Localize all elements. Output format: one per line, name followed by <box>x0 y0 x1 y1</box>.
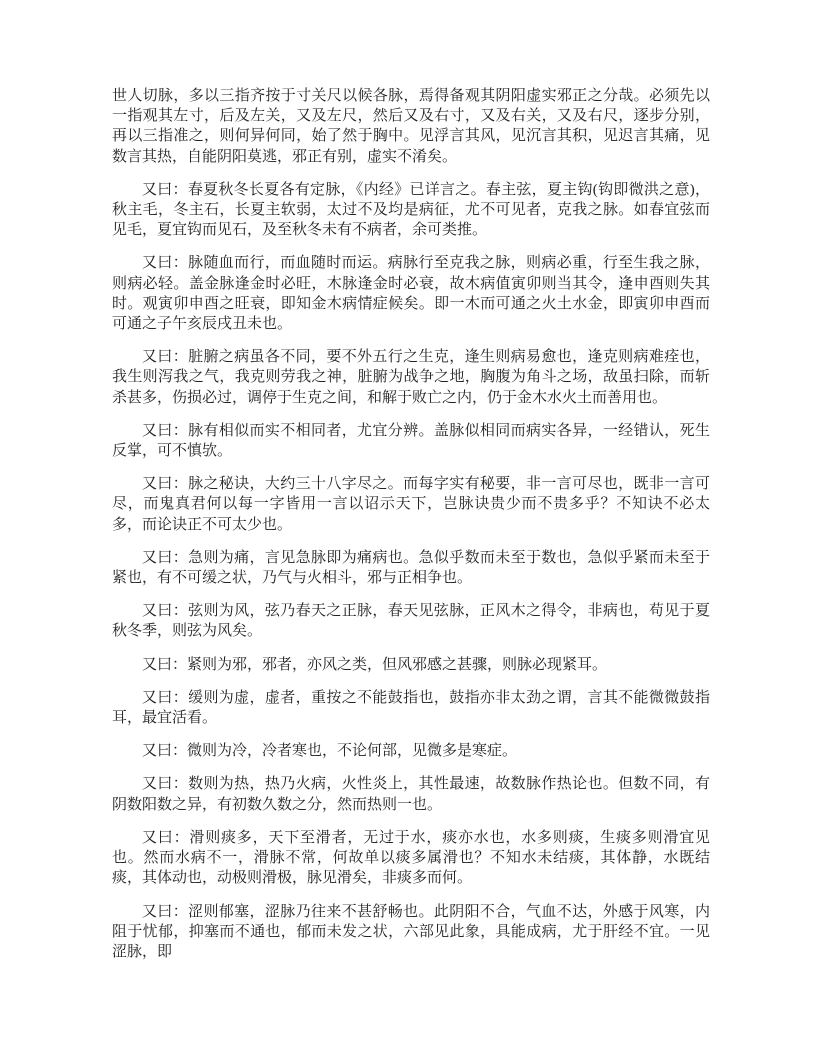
paragraph-4: 又曰：脏腑之病虽各不同，要不外五行之生克，逢生则病易愈也，逢克则病难痊也，我生则泻我之气，我克则劳我之神，脏腑为战争之地，胸腹为角斗之场，敌虽扫除，而斩杀甚多，伤损必过，调停于生克之间，和解于败亡之内，仍于金木水火土而善用也。 <box>112 349 710 406</box>
paragraph-10: 又曰：缓则为虚，虚者，重按之不能鼓指也，鼓指亦非太劲之谓，言其不能微微鼓指耳，最宜活看。 <box>112 689 710 727</box>
paragraph-1: 世人切脉，多以三指齐按于寸关尺以候各脉，焉得备观其阴阳虚实邪正之分哉。必须先以一指观其左寸，后及左关，又及左尺，然后又及右寸，又及右关，又及右尺，逐步分别，再以三指准之，则何异何同，始了然于胸中。见浮言其风，见沉言其积，见迟言其痛，见数言其热，自能阴阳莫逃，邪正有别，虚实不淆矣。 <box>112 88 710 165</box>
document-body <box>112 86 710 962</box>
paragraph-14: 又曰：涩则郁塞，涩脉乃往来不甚舒畅也。此阴阳不合，气血不达，外感于风寒，内阻于忧郁，抑塞而不通也，郁而未发之状，六部见此象，具能成病，尤于肝经不宜。一见涩脉，即 <box>112 903 710 960</box>
paragraph-7: 又曰：急则为痛，言见急脉即为痛病也。急似乎数而未至于数也，急似乎紧而未至于紧也，有不可缓之状，乃气与火相斗，邪与正相争也。 <box>112 549 710 587</box>
paragraph-13: 又曰：滑则痰多，天下至滑者，无过于水，痰亦水也，水多则痰，生痰多则滑宜见也。然而水病不一，滑脉不常，何故单以痰多属滑也？不知水未结痰，其体静，水既结痰，其体动也，动极则滑极，脉见滑矣，非痰多而何。 <box>112 829 710 887</box>
paragraph-9: 又曰：紧则为邪，邪者，亦风之类，但风邪感之甚骤，则脉必现紧耳。 <box>142 656 608 673</box>
paragraph-6: 又曰：脉之秘诀，大约三十八字尽之。而每字实有秘要，非一言可尽也，既非一言可尽，而鬼真君何以每一字皆用一言以诏示天下，岂脉诀贵少而不贵多乎？不知诀不必太多，而论诀正不可太少也。 <box>112 476 710 533</box>
paragraph-8: 又曰：弦则为风，弦乃春天之正脉，春天见弦脉，正风木之得令，非病也，苟见于夏秋冬季，则弦为风矣。 <box>112 603 710 640</box>
paragraph-3: 又曰：脉随血而行，而血随时而运。病脉行至克我之脉，则病必重，行至生我之脉，则病必轻。盖金脉逢金时必旺，木脉逢金时必衰，故木病值寅卯则当其令，逢申酉则失其时。观寅卯申酉之旺衰，即知金木病情症候矣。即一木而可通之火土水金，即寅卯申酉而可通之子午亥辰戌丑未也。 <box>112 255 710 333</box>
paragraph-11: 又曰：微则为冷，冷者寒也，不论何部，见微多是寒症。 <box>142 743 518 760</box>
paragraph-2: 又曰：春夏秋冬长夏各有定脉，《内经》已详言之。春主弦，夏主钩(钩即微洪之意)，秋主毛，冬主石，长夏主软弱，太过不及均是病征，尤不可见者，克我之脉。如春宜弦而见毛，夏宜钩而见石，及至秋冬未有不病者，余可类推。 <box>112 181 710 239</box>
paragraph-12: 又曰：数则为热，热乃火病，火性炎上，其性最速，故数脉作热论也。但数不同，有阴数阳数之异，有初数久数之分，然而热则一也。 <box>112 776 710 813</box>
paragraph-5: 又曰：脉有相似而实不相同者，尤宜分辨。盖脉似相同而病实各异，一经错认，死生反掌，可不慎欤。 <box>112 422 710 460</box>
